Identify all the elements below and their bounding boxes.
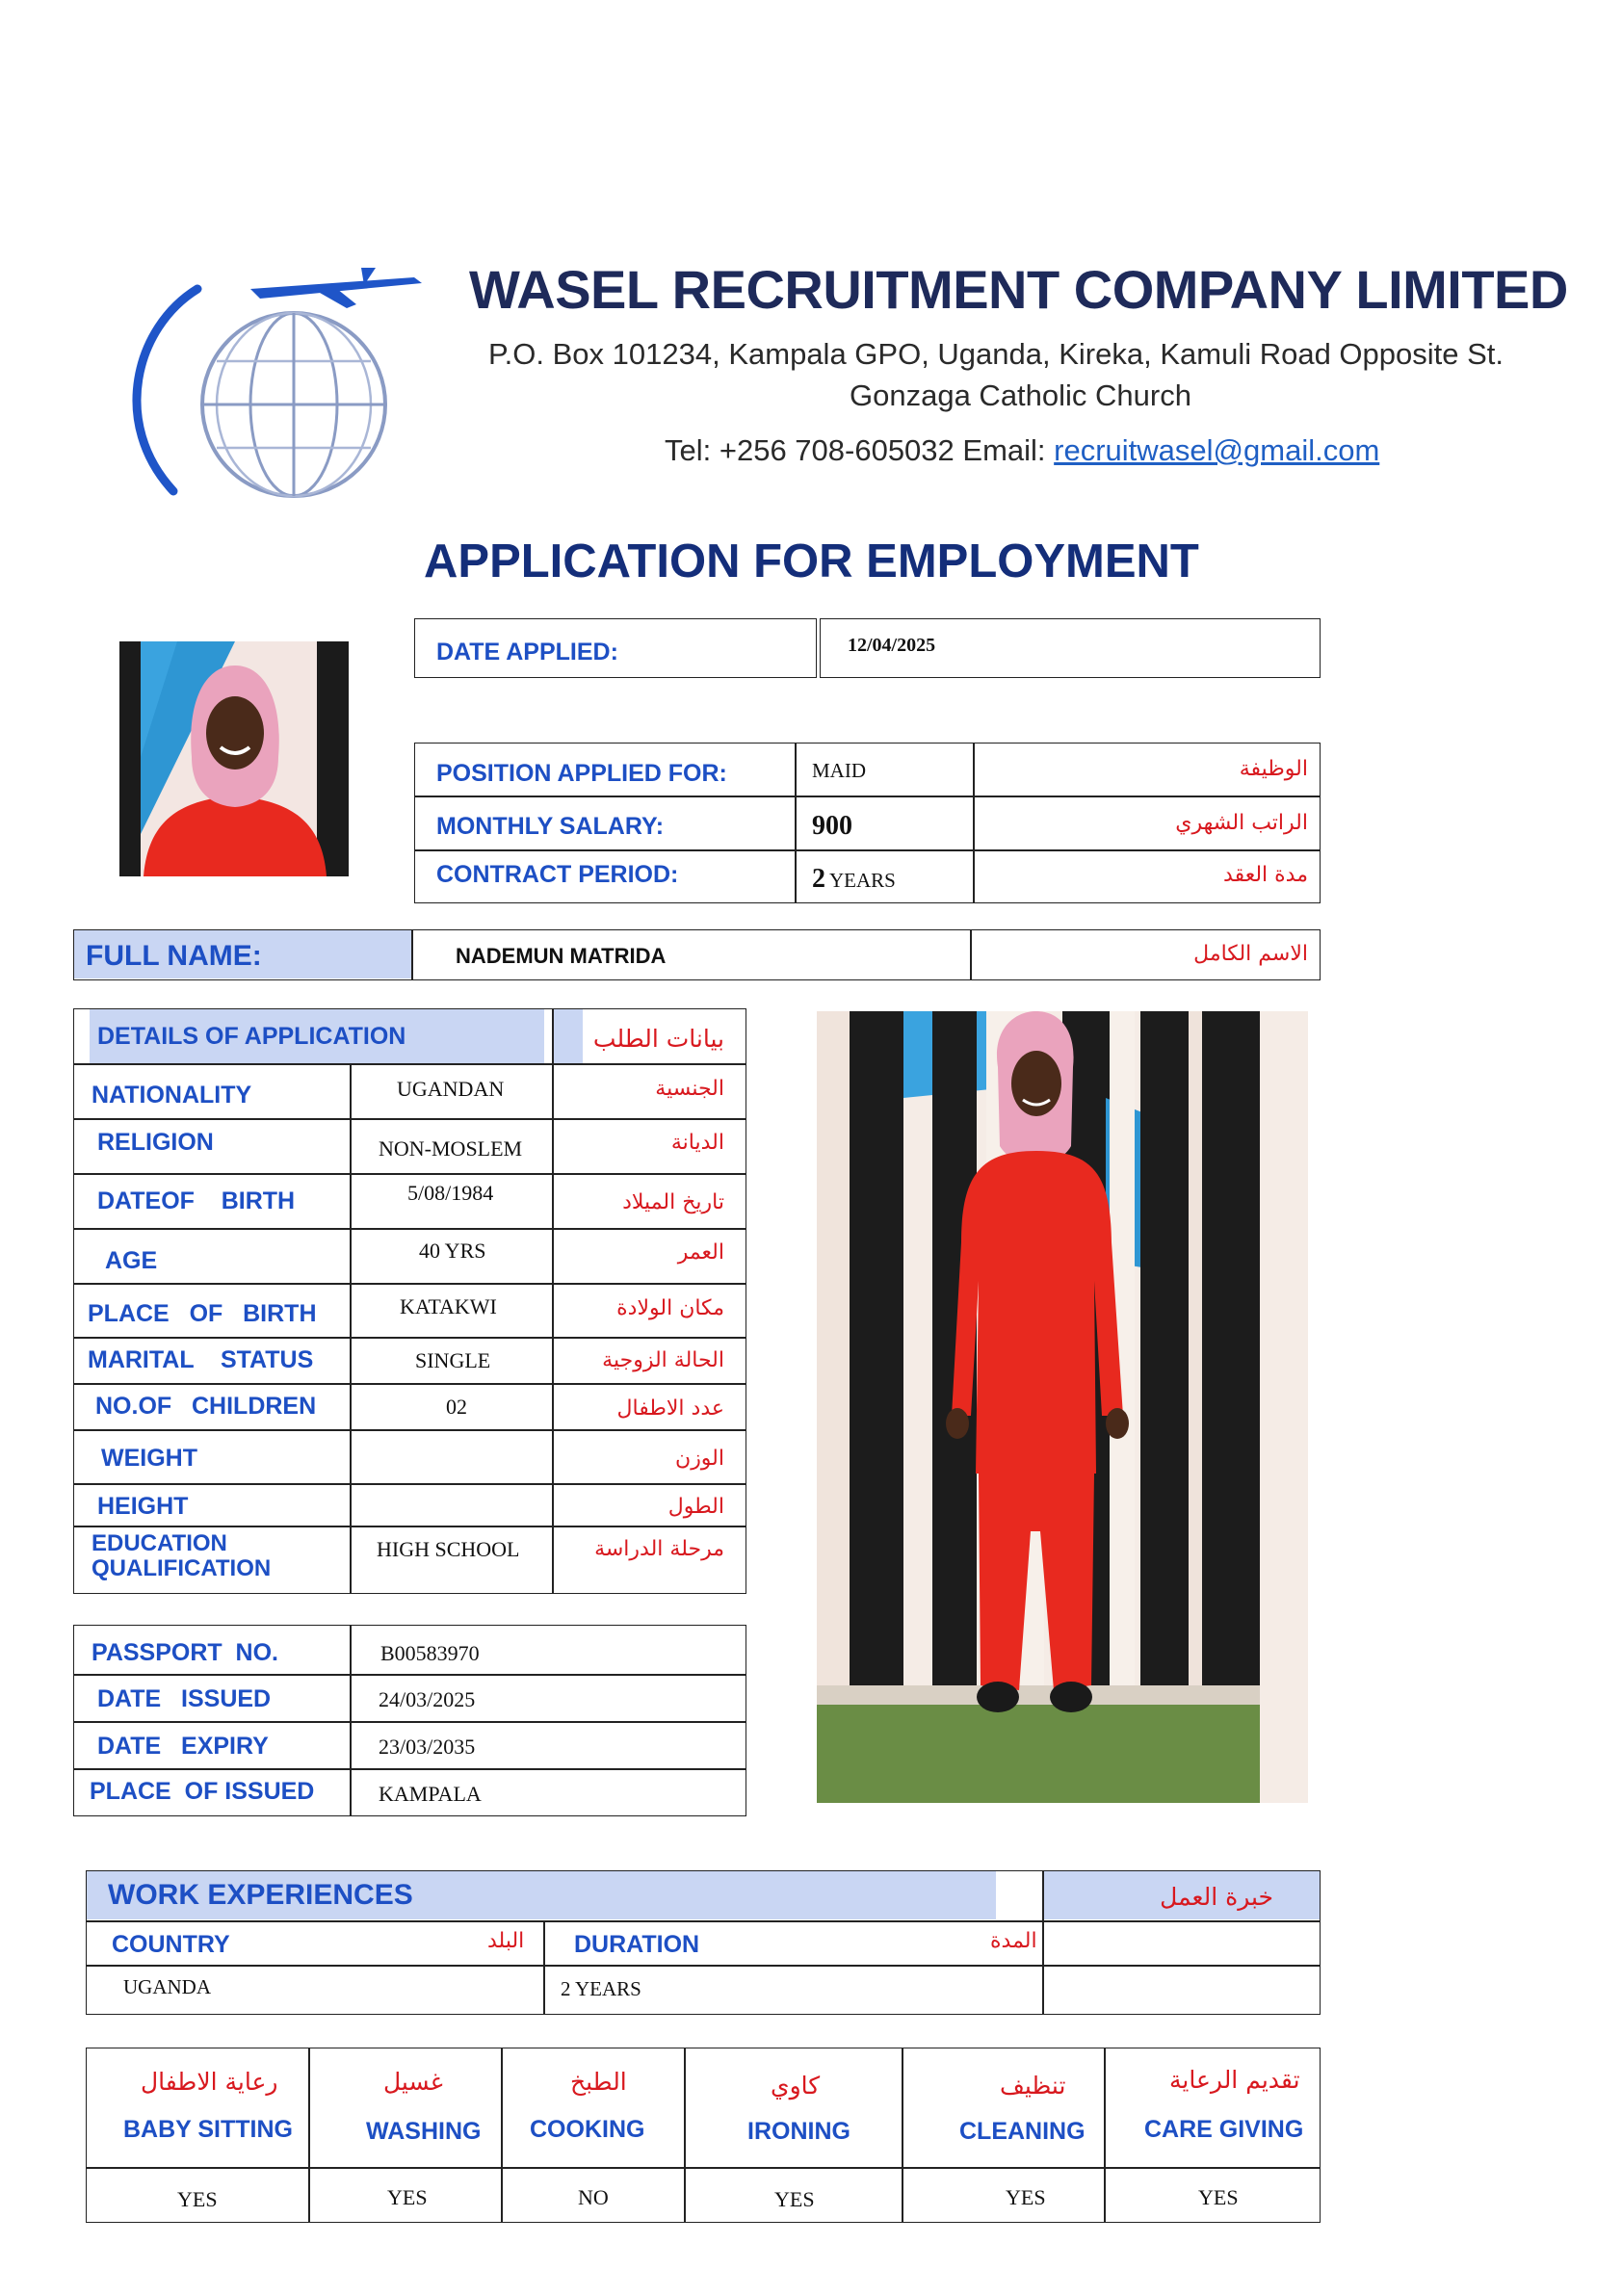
- place-of-birth-value: KATAKWI: [400, 1294, 497, 1318]
- company-address-line1: P.O. Box 101234, Kampala GPO, Uganda, Kireka, Kamuli Road Opposite St.: [488, 337, 1504, 371]
- country-arabic: البلد: [487, 1929, 525, 1953]
- weight-arabic: الوزن: [675, 1447, 724, 1471]
- age-label: AGE: [105, 1247, 158, 1274]
- divider: [415, 849, 1320, 851]
- contract-years-number: 2: [812, 864, 825, 894]
- salary-label: MONTHLY SALARY:: [436, 813, 665, 840]
- position-value: MAID: [812, 759, 866, 782]
- position-label: POSITION APPLIED FOR:: [436, 760, 727, 787]
- work-header-arabic: خبرة العمل: [1160, 1883, 1273, 1911]
- divider: [74, 1118, 746, 1120]
- divider: [74, 1063, 746, 1065]
- applicant-headshot: [119, 641, 349, 876]
- skill-cooking-arabic: الطبخ: [570, 2068, 627, 2096]
- nationality-label: NATIONALITY: [92, 1082, 252, 1109]
- dob-arabic: تاريخ الميلاد: [622, 1190, 724, 1214]
- date-applied-label: DATE APPLIED:: [436, 639, 618, 665]
- salary-arabic: الراتب الشهري: [1175, 811, 1308, 835]
- country-label: COUNTRY: [112, 1931, 230, 1958]
- education-value: HIGH SCHOOL: [377, 1537, 520, 1561]
- religion-value: NON-MOSLEM: [379, 1136, 523, 1161]
- skill-cleaning-label: CLEANING: [959, 2118, 1086, 2145]
- divider: [552, 1009, 554, 1593]
- divider: [87, 1920, 1320, 1922]
- divider: [970, 930, 972, 979]
- skill-ironing-value: YES: [774, 2187, 815, 2211]
- full-name-row: [73, 929, 1321, 980]
- divider: [543, 1920, 545, 2014]
- children-value: 02: [446, 1395, 467, 1419]
- duration-label: DURATION: [574, 1931, 700, 1958]
- skill-ironing-label: IRONING: [747, 2118, 850, 2145]
- divider: [74, 1383, 746, 1385]
- skill-washing-value: YES: [387, 2185, 428, 2209]
- divider: [74, 1337, 746, 1339]
- age-arabic: العمر: [677, 1240, 724, 1265]
- divider: [308, 2048, 310, 2222]
- nationality-value: UGANDAN: [397, 1077, 505, 1101]
- full-name-value: NADEMUN MATRIDA: [456, 944, 667, 968]
- company-tel: Tel: +256 708-605032 Email:: [665, 433, 1046, 467]
- age-value: 40 YRS: [419, 1239, 486, 1263]
- date-issued-value: 24/03/2025: [379, 1687, 476, 1711]
- skill-washing-arabic: غسيل: [383, 2068, 443, 2096]
- date-applied-value-cell: [820, 618, 1321, 678]
- date-applied-value: 12/04/2025: [848, 635, 936, 656]
- skill-washing-label: WASHING: [366, 2118, 482, 2145]
- children-label: NO.OF CHILDREN: [95, 1393, 317, 1420]
- divider: [74, 1768, 746, 1770]
- divider: [74, 1721, 746, 1723]
- skill-cooking-label: COOKING: [530, 2116, 645, 2143]
- marital-status-value: SINGLE: [415, 1348, 491, 1372]
- divider: [1042, 1871, 1044, 2014]
- divider: [74, 1526, 746, 1527]
- divider: [973, 744, 975, 902]
- company-name: WASEL RECRUITMENT COMPANY LIMITED: [469, 259, 1568, 320]
- position-table: [414, 743, 1321, 903]
- work-experience-table: [86, 1870, 1321, 2015]
- passport-table: [73, 1625, 746, 1816]
- divider: [684, 2048, 686, 2222]
- divider: [74, 1283, 746, 1285]
- work-header: WORK EXPERIENCES: [108, 1879, 413, 1911]
- place-issued-value: KAMPALA: [379, 1782, 482, 1806]
- divider: [350, 1063, 352, 1593]
- date-applied-label-cell: [414, 618, 817, 678]
- weight-label: WEIGHT: [101, 1445, 197, 1472]
- full-name-label: FULL NAME:: [86, 940, 262, 972]
- marital-status-label: MARITAL STATUS: [88, 1346, 314, 1373]
- divider: [87, 2167, 1320, 2169]
- divider: [74, 1674, 746, 1676]
- skill-caregiving-label: CARE GIVING: [1144, 2116, 1304, 2143]
- skill-caregiving-value: YES: [1198, 2185, 1239, 2209]
- details-header: DETAILS OF APPLICATION: [97, 1023, 406, 1050]
- education-arabic: مرحلة الدراسة: [594, 1537, 724, 1561]
- skill-cleaning-arabic: تنظيف: [1000, 2072, 1066, 2100]
- passport-no-value: B00583970: [380, 1641, 480, 1665]
- salary-value: 900: [812, 811, 852, 841]
- religion-label: RELIGION: [97, 1129, 214, 1156]
- divider: [415, 796, 1320, 797]
- religion-arabic: الديانة: [670, 1131, 724, 1155]
- company-contact: [665, 433, 1379, 468]
- duration-arabic: المدة: [990, 1929, 1037, 1953]
- contract-label: CONTRACT PERIOD:: [436, 861, 679, 888]
- dob-label: DATEOF BIRTH: [97, 1187, 296, 1214]
- divider: [795, 744, 797, 902]
- divider: [74, 1228, 746, 1230]
- place-of-birth-label: PLACE OF BIRTH: [88, 1300, 317, 1327]
- divider: [902, 2048, 903, 2222]
- full-name-arabic: الاسم الكامل: [1193, 942, 1308, 966]
- dob-value: 5/08/1984: [407, 1181, 494, 1205]
- contract-arabic: مدة العقد: [1223, 863, 1308, 887]
- children-arabic: عدد الاطفال: [616, 1396, 724, 1421]
- details-header-bg2: [554, 1009, 583, 1063]
- place-issued-label: PLACE OF ISSUED: [90, 1778, 315, 1805]
- divider: [411, 930, 413, 979]
- applicant-full-photo: [817, 1011, 1308, 1803]
- divider: [74, 1173, 746, 1175]
- skill-babysitting-value: YES: [177, 2187, 218, 2211]
- education-label: EDUCATION QUALIFICATION: [92, 1530, 272, 1581]
- skill-ironing-arabic: كاوي: [771, 2072, 821, 2100]
- details-table: [73, 1008, 746, 1594]
- skill-cooking-value: NO: [578, 2185, 609, 2209]
- divider: [87, 1965, 1320, 1967]
- company-email-link[interactable]: recruitwasel@gmail.com: [1054, 433, 1380, 467]
- passport-no-label: PASSPORT NO.: [92, 1639, 279, 1666]
- details-header-arabic: بيانات الطلب: [592, 1025, 724, 1053]
- marital-status-arabic: الحالة الزوجية: [602, 1348, 724, 1372]
- position-arabic: الوظيفة: [1239, 757, 1308, 781]
- date-issued-label: DATE ISSUED: [97, 1685, 272, 1712]
- skill-caregiving-arabic: تقديم الرعاية: [1169, 2066, 1300, 2094]
- company-logo: [116, 260, 433, 520]
- company-address-line2: Gonzaga Catholic Church: [850, 378, 1191, 412]
- contract-value: [812, 864, 896, 895]
- divider: [1104, 2048, 1106, 2222]
- divider: [74, 1483, 746, 1485]
- date-expiry-value: 23/03/2035: [379, 1735, 476, 1759]
- height-label: HEIGHT: [97, 1493, 189, 1520]
- work-country-value: UGANDA: [123, 1975, 211, 1998]
- form-title: APPLICATION FOR EMPLOYMENT: [424, 535, 1199, 587]
- skill-babysitting-label: BABY SITTING: [123, 2116, 293, 2143]
- height-arabic: الطول: [667, 1495, 724, 1519]
- contract-years-unit: YEARS: [829, 869, 896, 892]
- work-duration-value: 2 YEARS: [561, 1977, 641, 2000]
- skills-table: [86, 2048, 1321, 2223]
- skill-cleaning-value: YES: [1006, 2185, 1046, 2209]
- divider: [501, 2048, 503, 2222]
- skill-babysitting-arabic: رعاية الاطفال: [141, 2068, 278, 2096]
- divider: [74, 1429, 746, 1431]
- nationality-arabic: الجنسية: [655, 1077, 724, 1101]
- place-of-birth-arabic: مكان الولادة: [616, 1296, 724, 1320]
- date-expiry-label: DATE EXPIRY: [97, 1733, 269, 1760]
